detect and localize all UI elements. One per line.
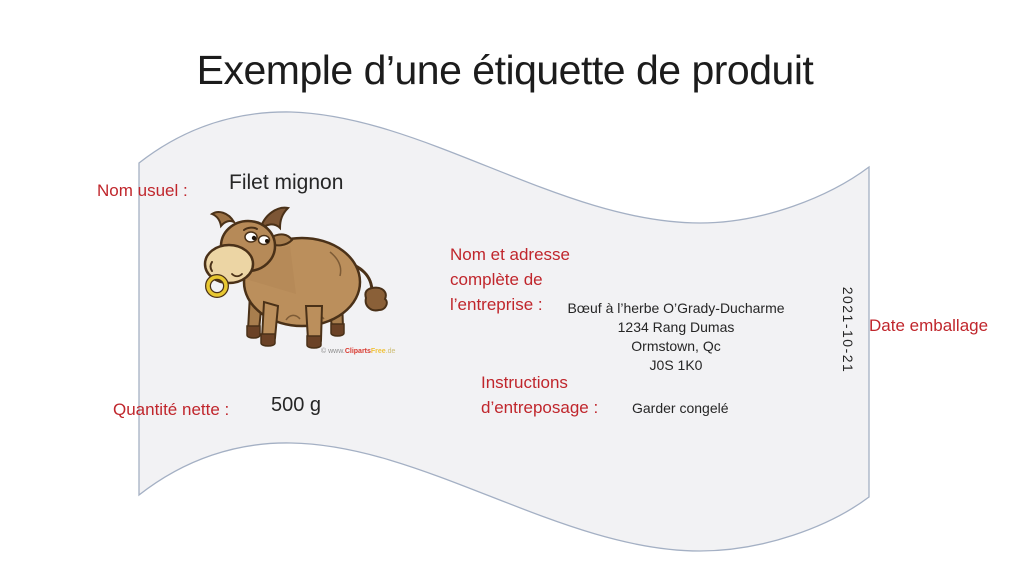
instructions-label-line1: Instructions [481, 373, 568, 392]
packaging-date-value: 2021-10-21 [840, 286, 856, 374]
page-title: Exemple d’une étiquette de produit [196, 47, 814, 93]
address-line1: Bœuf à l’herbe O’Grady-Ducharme [567, 300, 785, 316]
instructions-label [481, 370, 598, 420]
address-line3: Ormstown, Qc [631, 338, 721, 354]
packaging-date-label: Date emballage [869, 316, 989, 335]
credit-suffix: .de [385, 348, 396, 355]
instructions-value: Garder congelé [632, 400, 729, 416]
clipart-credit [321, 348, 411, 355]
instructions-label-line2: d’entreposage : [481, 398, 599, 417]
quantite-label: Quantité nette : [113, 400, 230, 419]
bull-cartoon-icon [190, 202, 400, 352]
credit-prefix: © www. [321, 348, 345, 355]
address-line2: 1234 Rang Dumas [617, 319, 735, 335]
entreprise-address [545, 299, 807, 375]
entreprise-label-line1: Nom et adresse [450, 245, 570, 264]
entreprise-label-line2: complète de [450, 270, 543, 289]
credit-brand-red: Cliparts [344, 348, 371, 355]
nom-usuel-label: Nom usuel : [97, 181, 188, 200]
credit-brand-yellow: Free [370, 348, 386, 355]
quantite-value: 500 g [271, 394, 322, 416]
address-line4: J0S 1K0 [649, 357, 703, 373]
nom-usuel-value: Filet mignon [229, 171, 344, 194]
entreprise-label-line3: l’entreprise : [450, 295, 543, 314]
